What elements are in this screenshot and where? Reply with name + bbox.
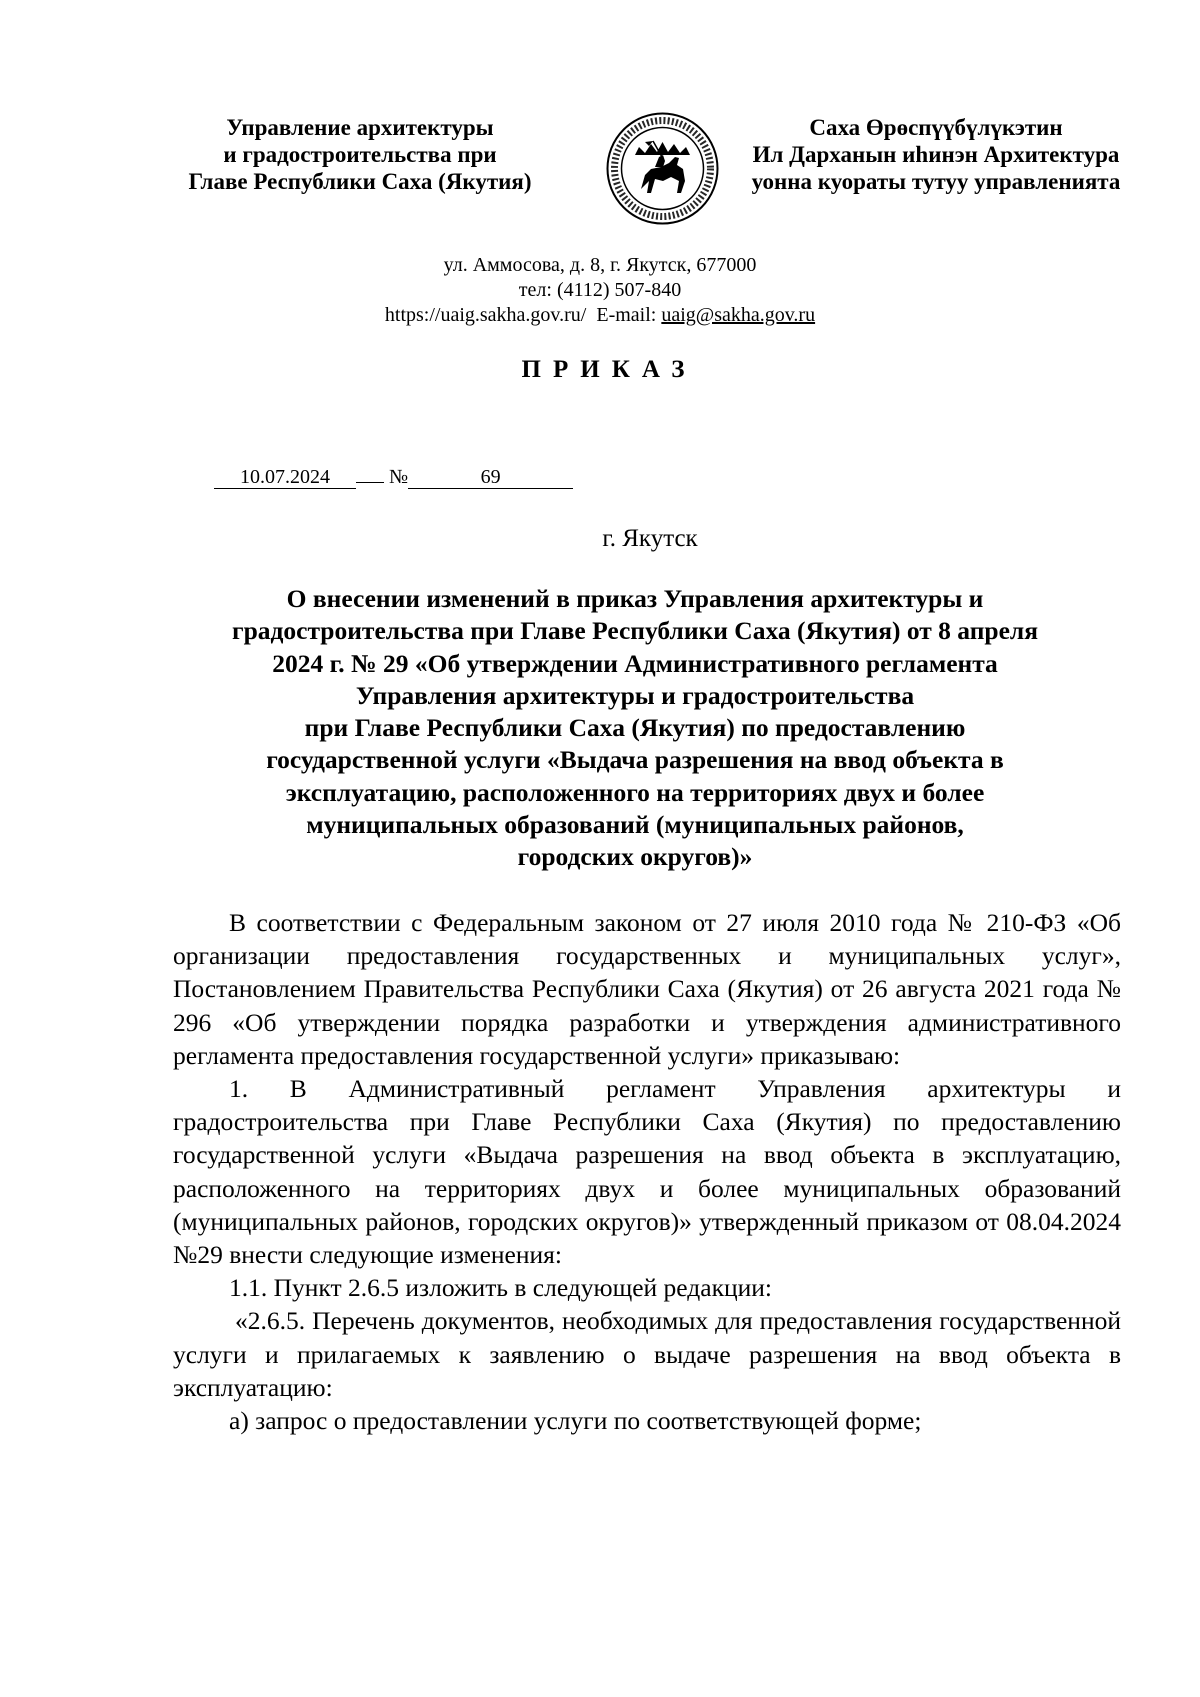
subject-line: муниципальных образований (муниципальных районов, (306, 810, 964, 840)
header-left (150, 114, 570, 195)
order-body (173, 906, 1121, 1437)
email-link[interactable]: uaig@sakha.gov.ru (661, 304, 816, 326)
header-right-line: уонна куораты тутуу управленията (751, 169, 1121, 194)
phone: тел: (4112) 507-840 (518, 279, 682, 301)
subject-line: государственной услуги «Выдача разрешения на ввод объекта в (266, 745, 1004, 775)
subject-line: градостроительства при Главе Республики Саха (Якутия) от 8 апреля (231, 616, 1038, 646)
website-link[interactable]: https://uaig.sakha.gov.ru/ (384, 304, 587, 326)
body-paragraph: 1.1. Пункт 2.6.5 изложить в следующей редакции: (229, 1273, 772, 1303)
city: г. Якутск (602, 525, 698, 552)
header-right-line: Ил Дарханын иһинэн Архитектура (752, 142, 1120, 167)
order-number: 69 (408, 466, 573, 489)
header-right (742, 114, 1130, 195)
body-paragraph: 1. В Административный регламент Управления архитектуры и градостроительства при Главе Республики Саха (Якутия) по предоставлению государственной услуги «Выдача разрешения на ввод объекта в эксплуатацию, расположенного на территориях двух и более муниципальных образований (муниципальных районов, городских округов)» утвержденный приказом от 08.04.2024 №29 внести следующие изменения: (173, 1074, 1121, 1270)
subject-line: 2024 г. № 29 «Об утверждении Административного регламента (272, 648, 998, 678)
body-paragraph: «2.6.5. Перечень документов, необходимых для предоставления государственной услуги и прилагаемых к заявлению о выдаче разрешения на ввод объекта в эксплуатацию: (173, 1306, 1121, 1402)
body-paragraph: а) запрос о предоставлении услуги по соответствующей форме; (229, 1406, 922, 1436)
number-label: № (389, 466, 409, 488)
order-subject (170, 583, 1100, 874)
date-number-line (214, 466, 573, 489)
order-title: ПРИКАЗ (521, 356, 697, 383)
subject-line: при Главе Республики Саха (Якутия) по предоставлению (304, 713, 966, 743)
web-and-email (0, 303, 1200, 328)
order-date: 10.07.2024 (214, 466, 356, 489)
subject-line: городских округов)» (517, 842, 753, 872)
subject-line: эксплуатацию, расположенного на территориях двух и более (285, 777, 985, 807)
header-left-line: Главе Республики Саха (Якутия) (188, 169, 532, 194)
email-label: E-mail: (596, 304, 657, 326)
header-left-line: и градостроительства при (223, 142, 497, 167)
header-left-line: Управление архитектуры (226, 115, 494, 140)
header-right-line: Саха Өрөспүүбүлүкэтин (809, 115, 1063, 140)
address: ул. Аммосова, д. 8, г. Якутск, 677000 (443, 254, 757, 276)
subject-line: О внесении изменений в приказ Управления архитектуры и (286, 584, 984, 613)
contacts (0, 253, 1200, 328)
body-paragraph: В соответствии с Федеральным законом от 27 июля 2010 года № 210-ФЗ «Об организации предоставления государственных и муниципальных услуг», Постановлением Правительства Республики Саха (Якутия) от 26 августа 2021 года № 296 «Об утверждении порядка разработки и утверждения административного регламента предоставления государственной услуги» приказываю: (173, 908, 1121, 1070)
coat-of-arms-emblem (605, 111, 720, 226)
subject-line: Управления архитектуры и градостроительства (355, 680, 915, 710)
